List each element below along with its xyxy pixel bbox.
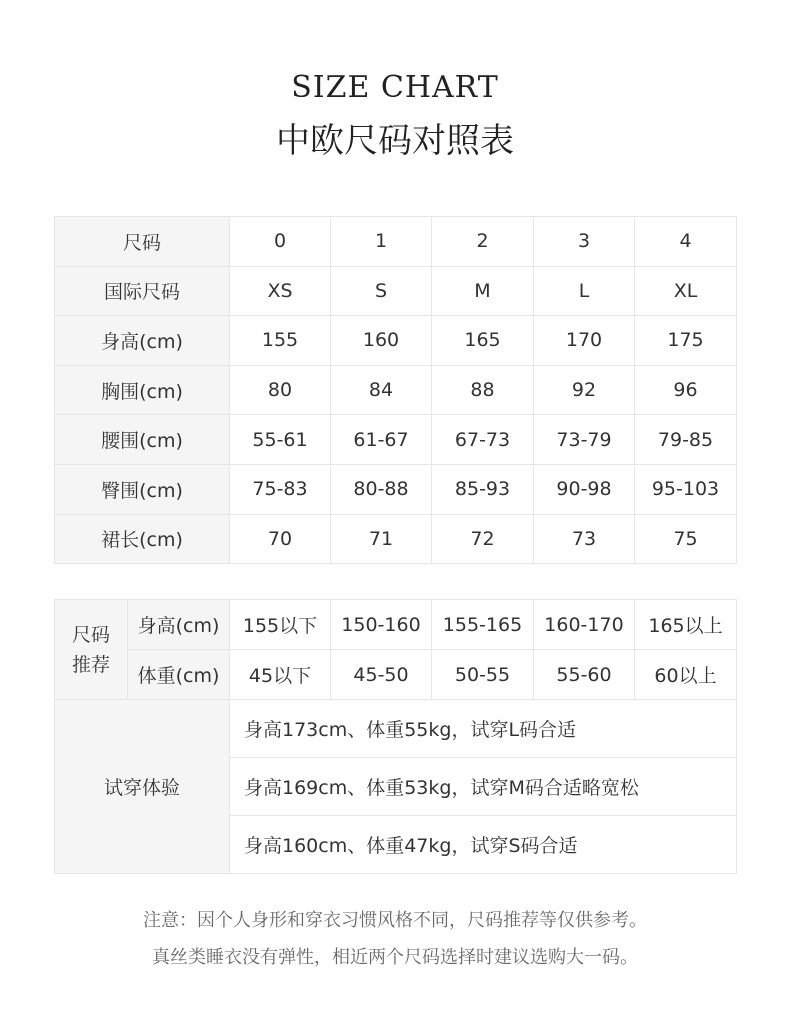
table-cell: 165以上 — [635, 600, 737, 650]
table-cell: 71 — [331, 514, 432, 564]
fitting-item: 身高160cm、体重47kg，试穿S码合适 — [230, 816, 737, 874]
table-cell: 155 — [230, 316, 331, 366]
notes — [0, 902, 790, 976]
table-cell: 61-67 — [331, 415, 432, 465]
table-cell: 3 — [534, 217, 635, 267]
table-cell: 80 — [230, 365, 331, 415]
table-row — [55, 415, 737, 465]
note-line: 真丝类睡衣没有弹性，相近两个尺码选择时建议选购大一码。 — [152, 947, 638, 968]
size-recommendation-table — [54, 599, 737, 874]
table-cell: 90-98 — [534, 464, 635, 514]
table-cell: 73-79 — [534, 415, 635, 465]
note-line: 注意：因个人身形和穿衣习惯风格不同，尺码推荐等仅供参考。 — [143, 910, 647, 931]
table-cell: 160-170 — [534, 600, 635, 650]
row-label-height: 身高(cm) — [55, 316, 230, 366]
fitting-label: 试穿体验 — [55, 700, 230, 874]
recommend-group-line1: 尺码 — [71, 623, 110, 646]
table-cell: 88 — [432, 365, 534, 415]
table-cell: 170 — [534, 316, 635, 366]
table-cell: 60以上 — [635, 650, 737, 700]
table-cell: 4 — [635, 217, 737, 267]
table-row — [55, 600, 737, 650]
table-cell: 45-50 — [331, 650, 432, 700]
table-cell: 75-83 — [230, 464, 331, 514]
table-cell: 70 — [230, 514, 331, 564]
table-cell: 55-61 — [230, 415, 331, 465]
table-cell: 55-60 — [534, 650, 635, 700]
table-row — [55, 514, 737, 564]
table-cell: 1 — [331, 217, 432, 267]
table-cell: 79-85 — [635, 415, 737, 465]
table-cell: 80-88 — [331, 464, 432, 514]
table-row — [55, 464, 737, 514]
table-row — [55, 700, 737, 758]
table-cell: 160 — [331, 316, 432, 366]
table-cell: 84 — [331, 365, 432, 415]
page-title-cn: 中欧尺码对照表 — [276, 121, 514, 161]
table-cell: 95-103 — [635, 464, 737, 514]
table-cell: 0 — [230, 217, 331, 267]
table-cell: 67-73 — [432, 415, 534, 465]
table-cell: 150-160 — [331, 600, 432, 650]
table-row — [55, 650, 737, 700]
row-label-rec-height: 身高(cm) — [128, 600, 230, 650]
table-cell: XL — [635, 266, 737, 316]
recommend-group-line2: 推荐 — [71, 653, 110, 676]
table-cell: 92 — [534, 365, 635, 415]
row-label-rec-weight: 体重(cm) — [128, 650, 230, 700]
row-label-waist: 腰围(cm) — [55, 415, 230, 465]
table-cell: 73 — [534, 514, 635, 564]
table-cell: 72 — [432, 514, 534, 564]
table-cell: 165 — [432, 316, 534, 366]
table-cell: 155以下 — [230, 600, 331, 650]
fitting-item: 身高169cm、体重53kg，试穿M码合适略宽松 — [230, 758, 737, 816]
table-cell: 96 — [635, 365, 737, 415]
table-cell: 175 — [635, 316, 737, 366]
recommend-group-label — [55, 600, 128, 700]
table-cell: 50-55 — [432, 650, 534, 700]
table-cell: 155-165 — [432, 600, 534, 650]
size-chart-table — [54, 216, 737, 564]
table-row — [55, 316, 737, 366]
table-row — [55, 217, 737, 267]
table-row — [55, 365, 737, 415]
row-label-intl-size: 国际尺码 — [55, 266, 230, 316]
page-title-en: SIZE CHART — [291, 70, 499, 105]
table-cell: XS — [230, 266, 331, 316]
table-row — [55, 266, 737, 316]
table-cell: 75 — [635, 514, 737, 564]
row-label-hip: 臀围(cm) — [55, 464, 230, 514]
row-label-bust: 胸围(cm) — [55, 365, 230, 415]
table-cell: M — [432, 266, 534, 316]
table-cell: 2 — [432, 217, 534, 267]
table-cell: 85-93 — [432, 464, 534, 514]
row-label-size: 尺码 — [55, 217, 230, 267]
fitting-item: 身高173cm、体重55kg，试穿L码合适 — [230, 700, 737, 758]
table-cell: 45以下 — [230, 650, 331, 700]
table-cell: L — [534, 266, 635, 316]
table-cell: S — [331, 266, 432, 316]
row-label-skirt-length: 裙长(cm) — [55, 514, 230, 564]
